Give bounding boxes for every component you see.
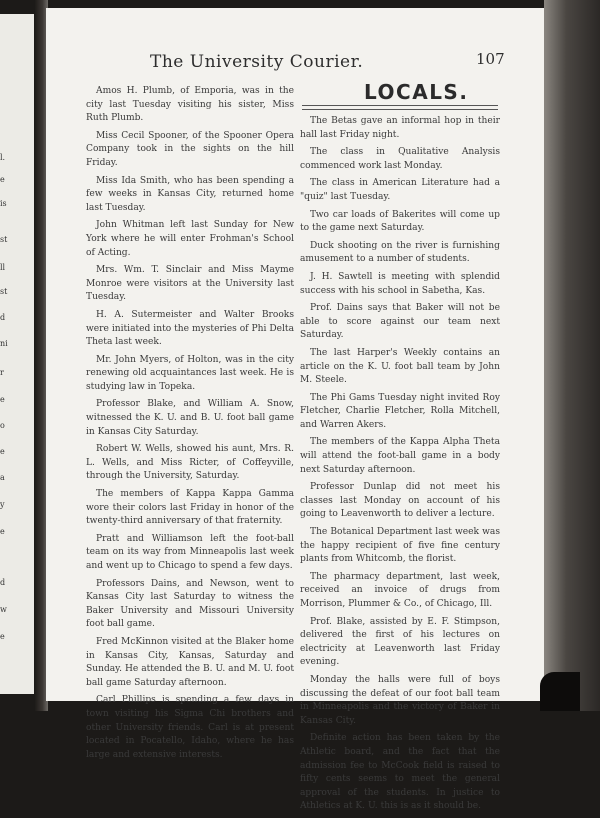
local-item: J. H. Sawtell is meeting with splendid success with his school in Sabetha, Kas. bbox=[300, 271, 500, 296]
heading-rule bbox=[302, 105, 498, 110]
news-item: Carl Phillips is spending a few days in town visiting his Sigma Chi brothers and other University friends. Carl is at present located in Pocatello, Idaho, where he has large and extensive interests. bbox=[86, 695, 294, 760]
local-item: Professor Dunlap did not meet his classes last Monday on account of his going to Leavenworth to deliver a lecture. bbox=[300, 482, 500, 520]
running-header: The University Courier. bbox=[150, 52, 364, 72]
local-item: The members of the Kappa Alpha Theta will attend the foot-ball game in a body next Saturday afternoon. bbox=[300, 437, 500, 475]
page-number: 107 bbox=[476, 50, 505, 68]
local-item: The Phi Gams Tuesday night invited Roy Fletcher, Charlie Fletcher, Rolla Mitchell, and Warren Akers. bbox=[300, 392, 500, 430]
news-item: John Whitman left last Sunday for New York where he will enter Frohman's School of Acting. bbox=[86, 220, 294, 258]
news-item: Professors Dains, and Newson, went to Kansas City last Saturday to witness the Baker University and Missouri University foot ball game. bbox=[86, 578, 294, 630]
left-page-fragment: y bbox=[0, 500, 5, 509]
news-item: Amos H. Plumb, of Emporia, was in the city last Tuesday visiting his sister, Miss Ruth Plumb. bbox=[86, 86, 294, 124]
news-item: Miss Ida Smith, who has been spending a few weeks in Kansas City, returned home last Tuesday. bbox=[86, 175, 294, 213]
news-item: Professor Blake, and William A. Snow, witnessed the K. U. and B. U. foot ball game in Kansas City Saturday. bbox=[86, 399, 294, 437]
left-column bbox=[86, 85, 294, 766]
news-item: Fred McKinnon visited at the Blaker home in Kansas City, Kansas, Saturday and Sunday. He attended the B. U. and M. U. foot ball game Saturday afternoon. bbox=[86, 636, 294, 688]
left-page-edge bbox=[0, 14, 36, 694]
local-item: Duck shooting on the river is furnishing amusement to a number of students. bbox=[300, 240, 500, 265]
thumb-shadow bbox=[540, 672, 580, 711]
left-page-fragment: st bbox=[0, 287, 8, 296]
left-page-fragment: e bbox=[0, 175, 5, 184]
local-item: Prof. Dains says that Baker will not be able to score against our team next Saturday. bbox=[300, 303, 500, 341]
left-page-fragment: a bbox=[0, 473, 5, 482]
news-item: The members of Kappa Kappa Gamma wore their colors last Friday in honor of the twenty-third anniversary of that fraternity. bbox=[86, 489, 294, 527]
left-page-fragment: l. bbox=[0, 153, 6, 162]
local-item: Prof. Blake, assisted by E. F. Stimpson, delivered the first of his lectures on electricity at Leavenworth last Friday evening. bbox=[300, 616, 500, 668]
news-item: H. A. Sutermeister and Walter Brooks were initiated into the mysteries of Phi Delta Theta last week. bbox=[86, 309, 294, 348]
news-item: Miss Cecil Spooner, of the Spooner Opera Company took in the sights on the hill Friday. bbox=[86, 130, 294, 168]
left-page-fragment: d bbox=[0, 578, 6, 587]
page-stack-edge bbox=[544, 0, 600, 711]
left-page-fragment: ll bbox=[0, 263, 6, 272]
local-item: The pharmacy department, last week, received an invoice of drugs from Morrison, Plummer & Co., of Chicago, Ill. bbox=[300, 571, 500, 609]
local-item: The Betas gave an informal hop in their hall last Friday night. bbox=[300, 116, 500, 140]
news-item: Mrs. Wm. T. Sinclair and Miss Mayme Monroe were visitors at the University last Tuesday. bbox=[86, 265, 294, 303]
local-item: The class in Qualitative Analysis commenced work last Monday. bbox=[300, 147, 500, 171]
right-column bbox=[300, 115, 500, 818]
news-item: Robert W. Wells, showed his aunt, Mrs. R. L. Wells, and Miss Ricter, of Coffeyville, through the University, Saturday. bbox=[86, 444, 294, 482]
local-item: The class in American Literature had a "quiz" last Tuesday. bbox=[300, 178, 500, 202]
news-item: Mr. John Myers, of Holton, was in the city renewing old acquaintances last week. He is studying law in Topeka. bbox=[86, 354, 294, 392]
local-item: The Botanical Department last week was the happy recipient of five fine century plants from Whitcomb, the florist. bbox=[300, 527, 500, 565]
left-page-fragment: is bbox=[0, 199, 7, 208]
left-page-fragment: e bbox=[0, 395, 5, 404]
left-page-fragment: d bbox=[0, 313, 6, 322]
left-page-fragment: st bbox=[0, 235, 8, 244]
news-item: Pratt and Williamson left the foot-ball team on its way from Minneapolis last week and went up to Chicago to spend a few days. bbox=[86, 533, 294, 571]
left-page-fragment: o bbox=[0, 421, 5, 430]
left-page-fragment: ni bbox=[0, 339, 8, 348]
local-item: Two car loads of Bakerites will come up to the game next Saturday. bbox=[300, 209, 500, 234]
local-item: Monday the halls were full of boys discussing the defeat of our foot ball team in Minneapolis and the victory of Baker in Kansas City. bbox=[300, 674, 500, 726]
left-page-fragment: e bbox=[0, 632, 5, 641]
left-page-fragment: e bbox=[0, 447, 5, 456]
local-item: Definite action has been taken by the Athletic board, and the fact that the admission fee to McCook field is raised to fifty cents seems to meet the general approval of the students. In justice to Athletics at K. U. this is as it should be. bbox=[300, 733, 500, 812]
locals-heading: LOCALS. bbox=[364, 80, 469, 104]
left-page-fragment: e bbox=[0, 527, 5, 536]
left-page-fragment: r bbox=[0, 368, 4, 377]
local-item: The last Harper's Weekly contains an article on the K. U. foot ball team by John M. Steele. bbox=[300, 347, 500, 386]
left-page-fragment: w bbox=[0, 605, 7, 614]
